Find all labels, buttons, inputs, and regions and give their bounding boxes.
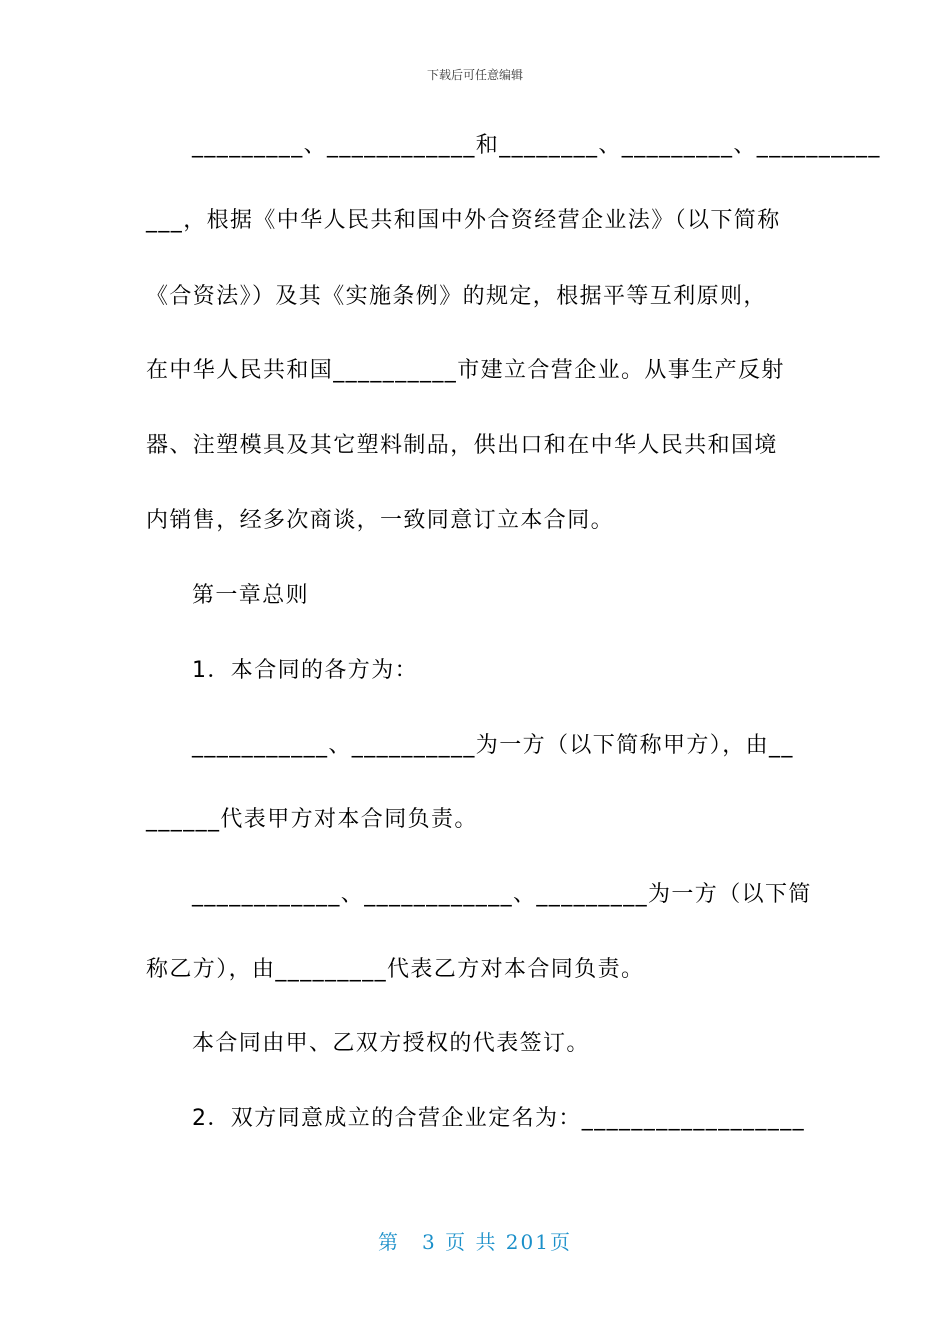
body-line-13: 本合同由甲、乙双方授权的代表签订。 <box>192 1031 590 1056</box>
body-line-4: 在中华人民共和国__________市建立合营企业。从事生产反射 <box>146 358 785 383</box>
body-line-6: 内销售，经多次商谈，一致同意订立本合同。 <box>146 508 615 533</box>
clause-1-heading: 1．本合同的各方为： <box>192 658 418 683</box>
body-line-12: 称乙方），由_________代表乙方对本合同负责。 <box>146 957 645 982</box>
clause-2-line: 2．双方同意成立的合营企业定名为：__________________ <box>192 1106 805 1131</box>
body-line-3: 《合资法》）及其《实施条例》的规定，根据平等互利原则， <box>146 284 767 309</box>
body-line-1: _________、____________和________、_________、__________ <box>192 133 881 158</box>
chapter-heading: 第一章总则 <box>192 583 310 608</box>
body-line-5: 器、注塑模具及其它塑料制品，供出口和在中华人民共和国境 <box>146 433 778 458</box>
body-line-10: ______代表甲方对本合同负责。 <box>146 807 478 832</box>
body-line-9: ___________、__________为一方（以下简称甲方），由__ <box>192 733 794 758</box>
page-header: 下载后可任意编辑 <box>426 68 523 82</box>
body-line-2: ___，根据《中华人民共和国中外合资经营企业法》（以下简称 <box>146 208 781 233</box>
body-line-11: ____________、____________、_________为一方（以下简 <box>192 882 812 907</box>
page-number-footer: 第 3 页 共 201页 <box>378 1230 572 1254</box>
